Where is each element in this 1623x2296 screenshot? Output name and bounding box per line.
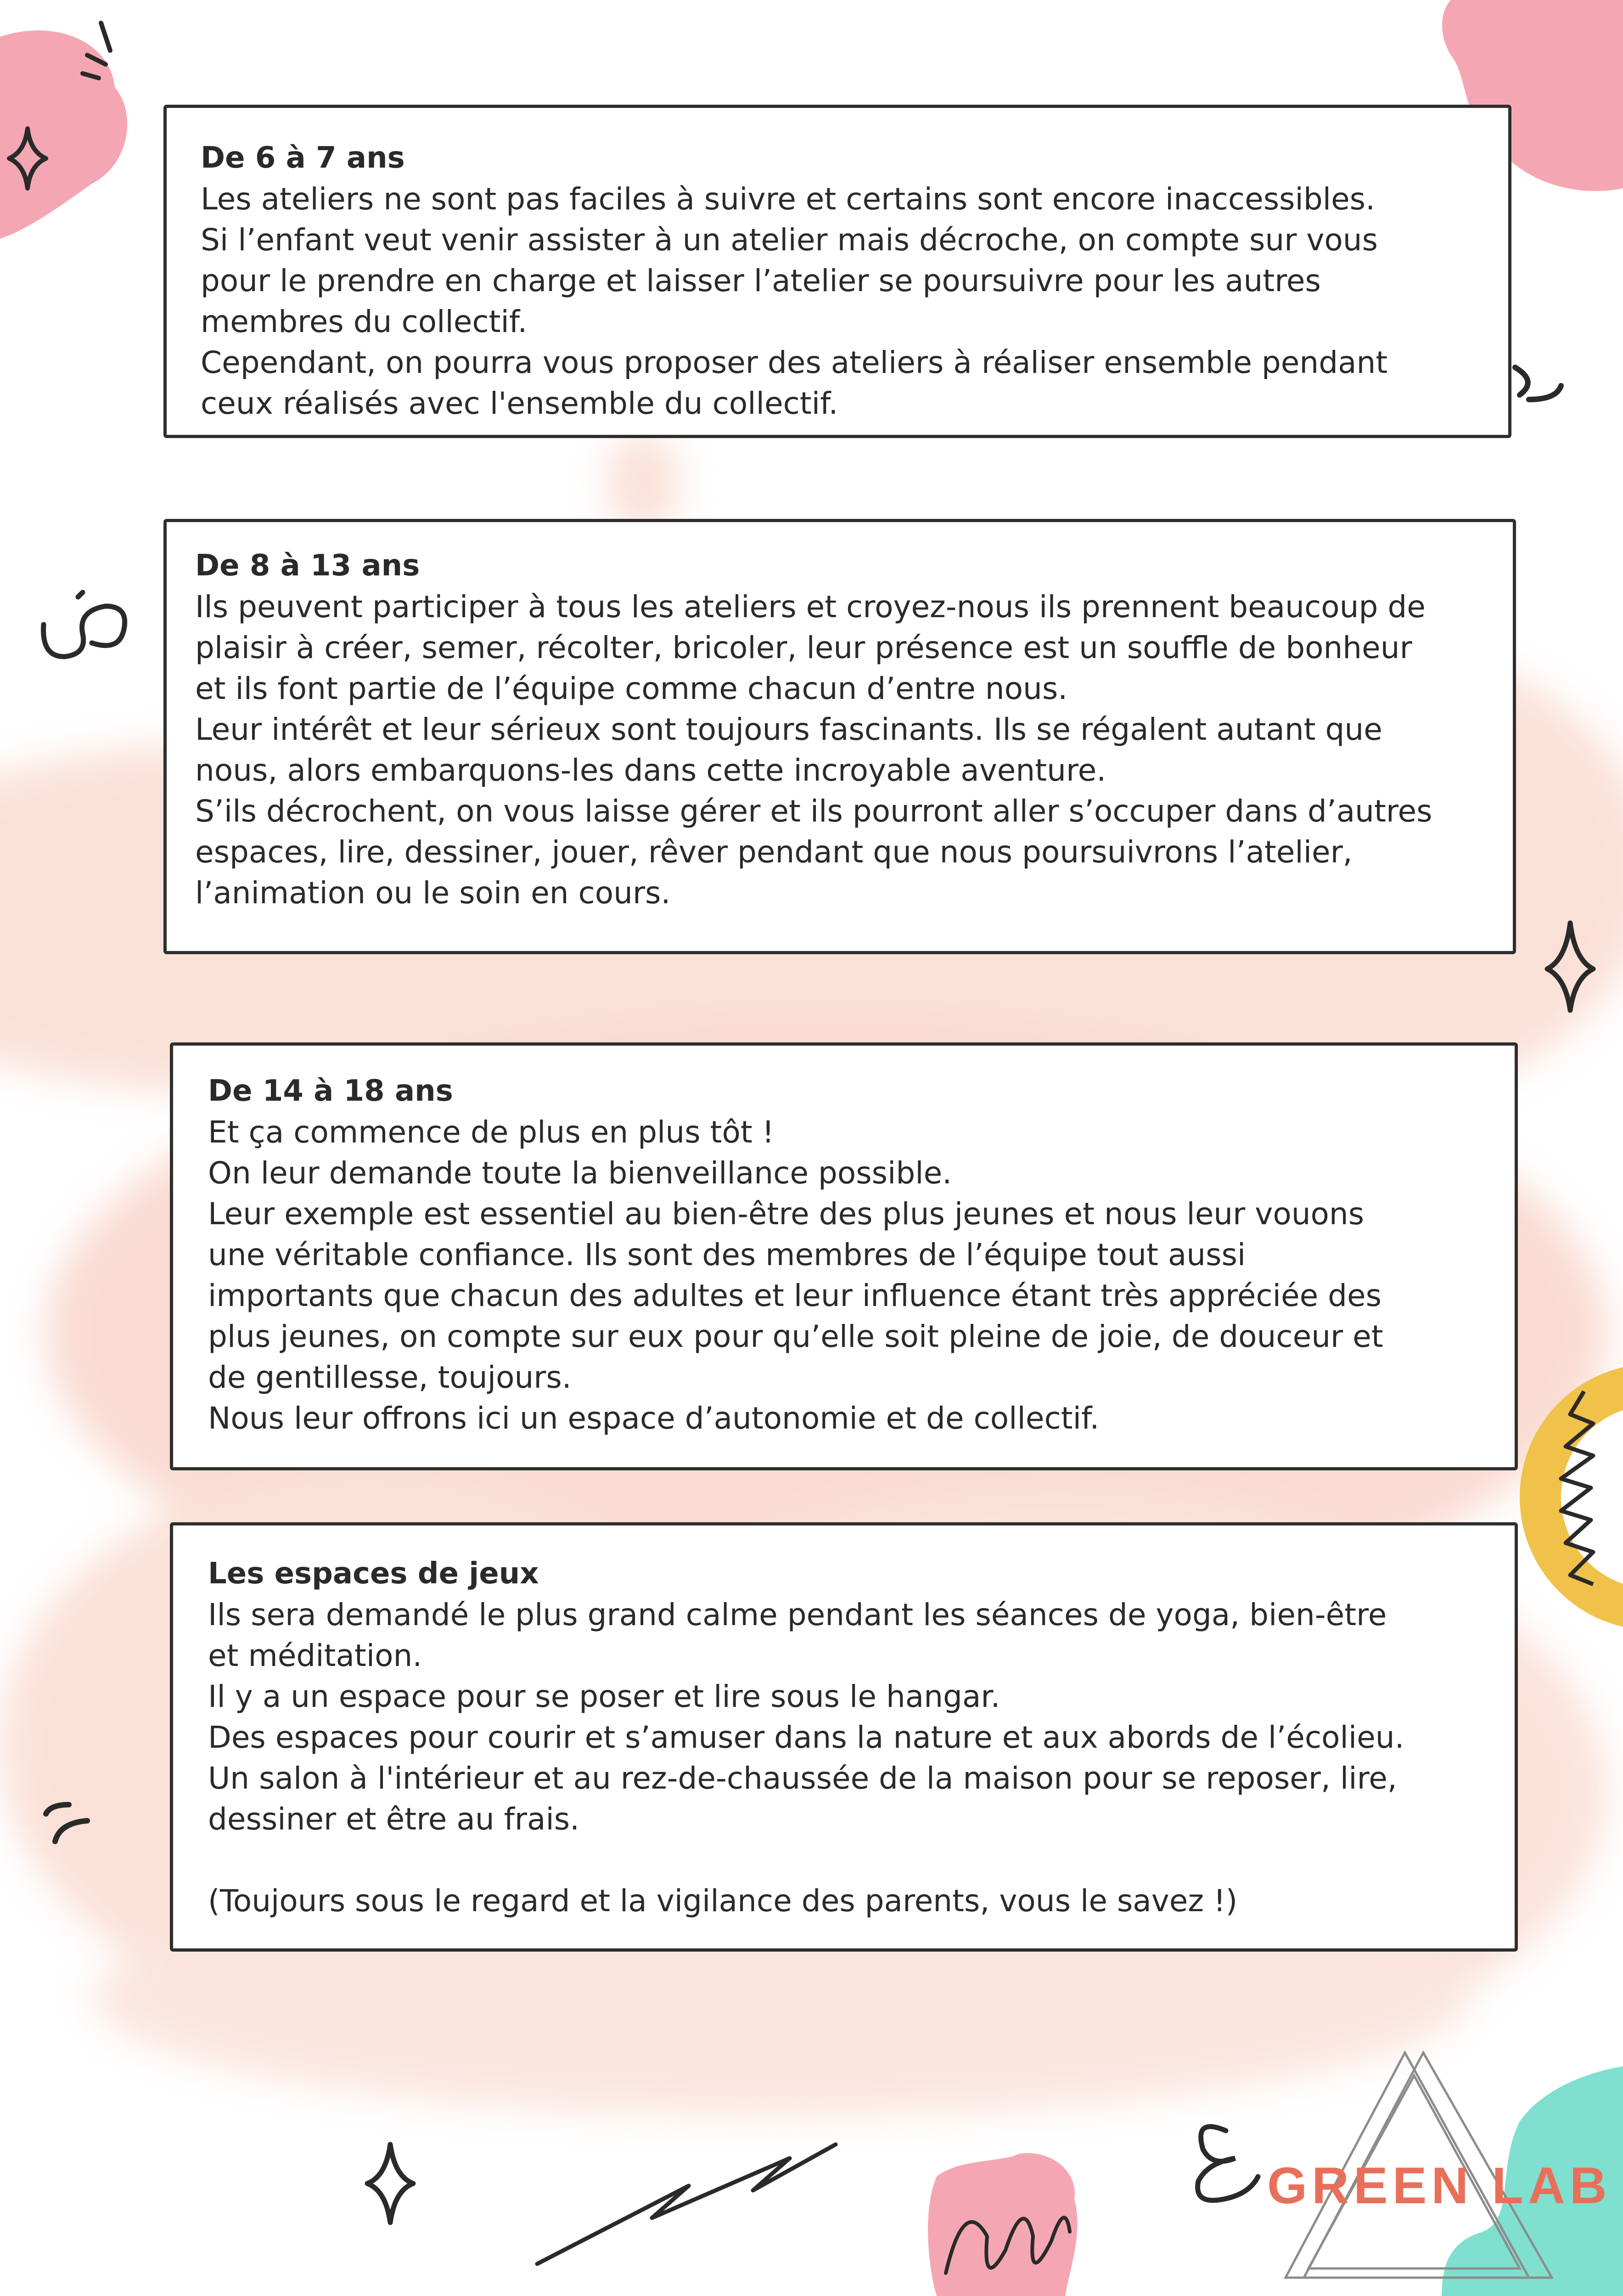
card-line: dessiner et être au frais. xyxy=(208,1801,580,1837)
card-body xyxy=(195,586,1479,913)
card-line: plus jeunes, on compte sur eux pour qu’elle soit pleine de joie, de douceur et xyxy=(208,1319,1383,1354)
pink-blob-bottom xyxy=(928,2153,1078,2296)
card-body xyxy=(208,1594,1487,1921)
card-line: S’ils décrochent, on vous laisse gérer et ils pourront aller s’occuper dans d’autres xyxy=(195,793,1432,829)
card-heading: De 8 à 13 ans xyxy=(195,549,420,583)
sparkle-icon xyxy=(367,2144,413,2223)
card-line: ceux réalisés avec l'ensemble du collectif. xyxy=(201,386,838,421)
swirl-dot-icon xyxy=(78,592,83,597)
swirl-icon xyxy=(1198,2127,1258,2200)
card-line: (Toujours sous le regard et la vigilance des parents, vous le savez !) xyxy=(208,1883,1238,1919)
card-line: pour le prendre en charge et laisser l’atelier se poursuivre pour les autres xyxy=(201,263,1321,298)
green-lab-logo-text: GREEN LAB xyxy=(1267,2157,1612,2214)
card-line: Cependant, on pourra vous proposer des ateliers à réaliser ensemble pendant xyxy=(201,345,1388,380)
card-line: Leur intérêt et leur sérieux sont toujours fascinants. Ils se régalent autant que xyxy=(195,712,1382,747)
card-line: Il y a un espace pour se poser et lire sous le hangar. xyxy=(208,1679,1000,1714)
card-body xyxy=(201,179,1462,424)
card-line: Leur exemple est essentiel au bien-être des plus jeunes et nous leur vouons xyxy=(208,1196,1365,1232)
card-line: nous, alors embarquons-les dans cette incroyable aventure. xyxy=(195,753,1106,788)
card-line: Ils sera demandé le plus grand calme pendant les séances de yoga, bien-être xyxy=(208,1597,1387,1632)
card-heading: De 14 à 18 ans xyxy=(208,1074,453,1108)
card-ages-8-13 xyxy=(163,519,1516,954)
card-body xyxy=(208,1112,1487,1439)
card-play-spaces xyxy=(170,1522,1518,1952)
card-line: Et ça commence de plus en plus tôt ! xyxy=(208,1114,775,1150)
card-line: Un salon à l'intérieur et au rez-de-chaussée de la maison pour se reposer, lire, xyxy=(208,1761,1397,1796)
card-line: importants que chacun des adultes et leur influence étant très appréciée des xyxy=(208,1278,1382,1313)
card-line: plaisir à créer, semer, récolter, bricoler, leur présence est un souffle de bonheur xyxy=(195,630,1412,665)
card-line: Nous leur offrons ici un espace d’autonomie et de collectif. xyxy=(208,1401,1100,1436)
curve-marks-icon xyxy=(1515,367,1561,400)
swirl-icon xyxy=(44,606,125,657)
card-line: de gentillesse, toujours. xyxy=(208,1360,572,1395)
card-line: Ils peuvent participer à tous les ateliers et croyez-nous ils prennent beaucoup de xyxy=(195,589,1426,625)
pink-blob-top-left xyxy=(0,30,127,239)
card-heading: Les espaces de jeux xyxy=(208,1557,539,1591)
card-line: Des espaces pour courir et s’amuser dans la nature et aux abords de l’écolieu. xyxy=(208,1720,1404,1755)
card-line: Si l’enfant veut venir assister à un atelier mais décroche, on compte sur vous xyxy=(201,222,1378,258)
card-line: une véritable confiance. Ils sont des membres de l’équipe tout aussi xyxy=(208,1237,1246,1272)
card-line: et ils font partie de l’équipe comme chacun d’entre nous. xyxy=(195,671,1068,706)
card-line: On leur demande toute la bienveillance possible. xyxy=(208,1155,952,1191)
card-line-spacer xyxy=(208,1840,1487,1880)
card-ages-14-18 xyxy=(170,1042,1518,1470)
card-line: membres du collectif. xyxy=(201,304,528,339)
card-line: Les ateliers ne sont pas faciles à suivre et certains sont encore inaccessibles. xyxy=(201,181,1376,217)
card-ages-6-7 xyxy=(163,105,1511,438)
card-line: espaces, lire, dessiner, jouer, rêver pendant que nous poursuivrons l’atelier, xyxy=(195,834,1353,870)
card-heading: De 6 à 7 ans xyxy=(201,141,405,175)
card-line: l’animation ou le soin en cours. xyxy=(195,875,671,911)
zigzag-icon xyxy=(537,2144,836,2264)
card-line: et méditation. xyxy=(208,1638,422,1673)
